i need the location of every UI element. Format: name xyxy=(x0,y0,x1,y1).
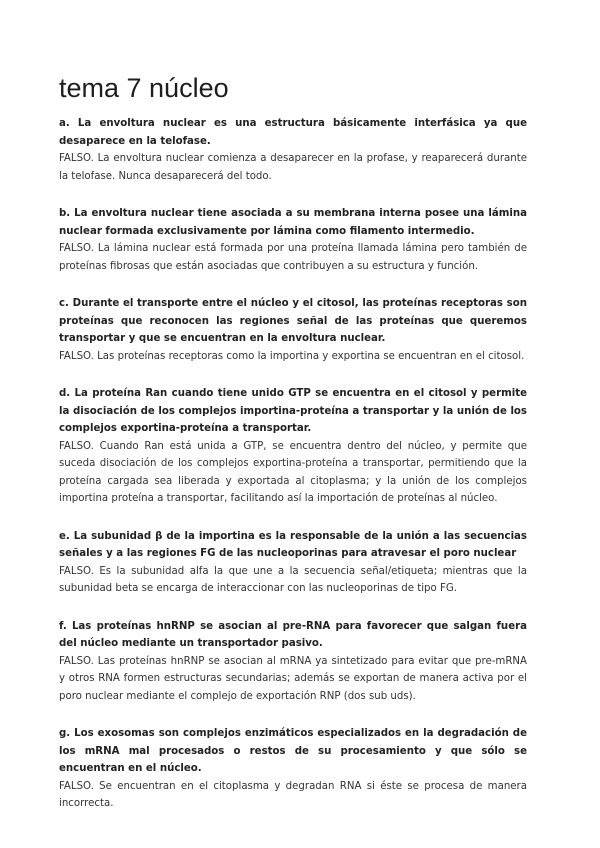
answer-text: FALSO. Se encuentran en el citoplasma y degradan RNA si éste se procesa de manera incorrecta. xyxy=(59,780,527,809)
question-item-f xyxy=(59,618,527,706)
question-list xyxy=(59,115,527,833)
question-text: a. La envoltura nuclear es una estructura básicamente interfásica ya que desaparece en la telofase. xyxy=(59,118,527,147)
question-item-c xyxy=(59,295,527,365)
answer-text: FALSO. La envoltura nuclear comienza a desaparecer en la profase, y reaparecerá durante la telofase. Nunca desaparecerá del todo. xyxy=(59,153,527,182)
answer-text: FALSO. Es la subunidad alfa la que une a la secuencia señal/etiqueta; mientras que la subunidad beta se encarga de interaccionar con las nucleoporinas de tipo FG. xyxy=(59,565,527,594)
question-text: d. La proteína Ran cuando tiene unido GTP se encuentra en el citosol y permite la disociación de los complejos importina-proteína a transportar y la unión de los complejos exportina-proteína a transportar. xyxy=(59,388,527,434)
answer-text: FALSO. Las proteínas hnRNP se asocian al mRNA ya sintetizado para evitar que pre-mRNA y otros RNA formen estructuras secundarias; además se exportan de manera activa por el poro nuclear mediante el complejo de exportación RNP (dos sub uds). xyxy=(59,655,527,702)
question-item-d xyxy=(59,385,527,508)
question-item-a xyxy=(59,115,527,185)
page-title: tema 7 núcleo xyxy=(59,73,229,103)
question-text: b. La envoltura nuclear tiene asociada a su membrana interna posee una lámina nuclear formada exclusivamente por lámina como filamento intermedio. xyxy=(59,208,527,237)
question-item-b xyxy=(59,205,527,275)
question-text: e. La subunidad β de la importina es la responsable de la unión a las secuencias señales y a las regiones FG de las nucleoporinas para atravesar el poro nuclear xyxy=(59,530,527,559)
answer-text: FALSO. La lámina nuclear está formada por una proteína llamada lámina pero también de proteínas fibrosas que están asociadas que contribuyen a su estructura y función. xyxy=(59,243,527,272)
question-text: c. Durante el transporte entre el núcleo y el citosol, las proteínas receptoras son proteínas que reconocen las regiones señal de las proteínas que queremos transportar y que se encuentran en la envoltura nuclear. xyxy=(59,298,527,344)
answer-text: FALSO. Las proteínas receptoras como la importina y exportina se encuentran en el citosol. xyxy=(59,350,525,362)
answer-text: FALSO. Cuando Ran está unida a GTP, se encuentra dentro del núcleo, y permite que suceda disociación de los complejos exportina-proteína a transportar, permitiendo que la proteína cargada sea liberada y exportada al citoplasma; y la unión de los complejos importina proteína a transportar, facilitando así la importación de proteínas al núcleo. xyxy=(59,440,527,504)
question-text: g. Los exosomas son complejos enzimáticos especializados en la degradación de los mRNA mal procesados o restos de su procesamiento y que sólo se encuentran en el núcleo. xyxy=(59,728,527,774)
question-item-e xyxy=(59,528,527,598)
question-item-g xyxy=(59,725,527,813)
question-text: f. Las proteínas hnRNP se asocian al pre-RNA para favorecer que salgan fuera del núcleo mediante un transportador pasivo. xyxy=(59,620,527,649)
